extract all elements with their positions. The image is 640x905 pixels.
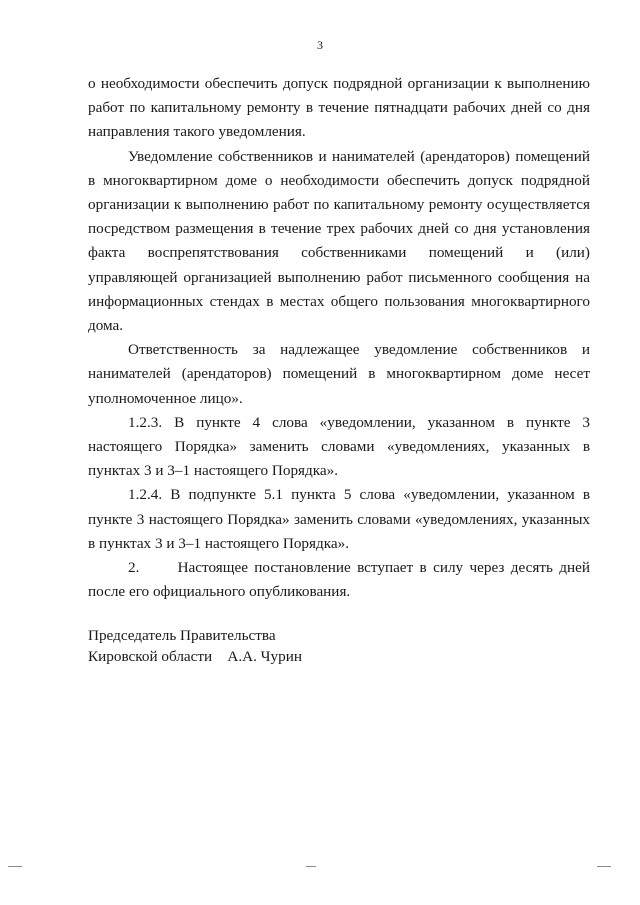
paragraph-responsibility: Ответственность за надлежащее уведомление собственников и нанимателей (арендаторов) помещений в многоквартирном доме несет уполномоченное лицо».: [88, 341, 590, 407]
scan-speck: [306, 866, 316, 867]
paragraph-1-2-4: 1.2.4. В подпункте 5.1 пункта 5 слова «уведомлении, указанном в пункте 3 настоящего Порядка» заменить словами «уведомлениях, указанных в пунктах 3 и 3–1 настоящего Порядка».: [88, 486, 590, 552]
signature-title: Председатель Правительства: [88, 627, 276, 644]
paragraph-notification: Уведомление собственников и нанимателей (арендаторов) помещений в многоквартирном доме о необходимости обеспечить допуск подрядной организации к выполнению работ по капитальному ремонту осуществляется посредством размещения в течение трех рабочих дней со дня установления факта воспрепятствования собственниками помещений и (или) управляющей организацией выполнению работ письменного сообщения на информационных стендах в местах общего пользования многоквартирного дома.: [88, 147, 590, 335]
signature-block: [88, 625, 302, 667]
scan-speck: [597, 866, 611, 867]
signature-name: Кировской области А.А. Чурин: [88, 648, 302, 665]
paragraph-continuation: о необходимости обеспечить допуск подрядной организации к выполнению работ по капитальному ремонту в течение пятнадцати рабочих дней со дня направления такого уведомления.: [88, 75, 590, 141]
page-number: 3: [317, 38, 323, 52]
scan-speck: [8, 866, 22, 867]
document-body: [88, 72, 594, 604]
paragraph-2-effective-date: 2. Настоящее постановление вступает в силу через десять дней после его официального опубликования.: [88, 559, 594, 601]
paragraph-1-2-3: 1.2.3. В пункте 4 слова «уведомлении, указанном в пункте 3 настоящего Порядка» заменить словами «уведомлениях, указанных в пунктах 3 и 3–1 настоящего Порядка».: [88, 413, 590, 480]
